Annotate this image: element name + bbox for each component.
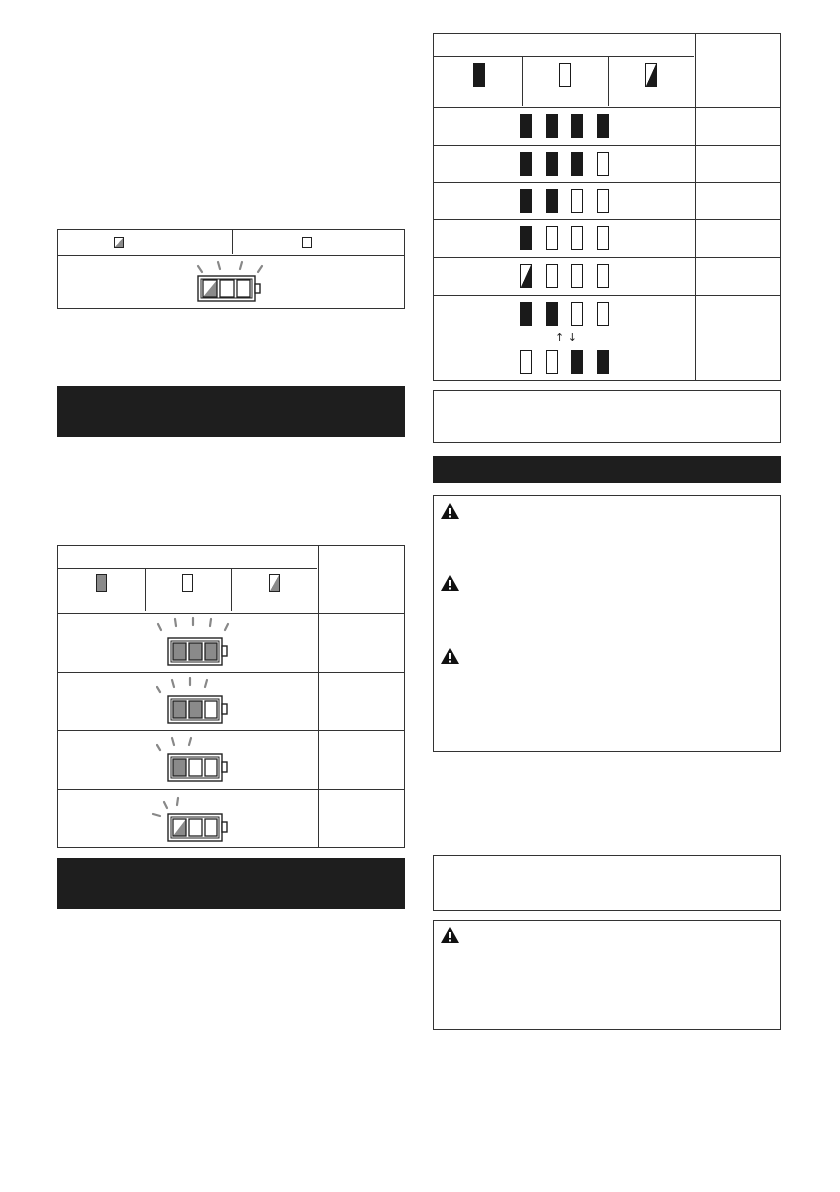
lamp <box>520 264 532 288</box>
header-off-lamp-icon <box>182 574 193 592</box>
capacity-table-right <box>433 33 781 381</box>
battery-indicator-icon <box>156 734 234 786</box>
warning-triangle-icon <box>440 574 460 592</box>
section-banner <box>433 456 781 483</box>
header-half-lamp-icon <box>269 574 280 592</box>
lamp <box>546 264 558 288</box>
lamp <box>571 189 583 213</box>
lamp <box>546 350 558 374</box>
header-on-lamp-icon <box>473 63 485 87</box>
battery-indicator-icon <box>188 260 278 306</box>
lamp <box>571 152 583 176</box>
lamp <box>571 226 583 250</box>
lamp <box>597 114 609 138</box>
note-box <box>433 390 781 443</box>
battery-indicator-icon <box>156 676 234 728</box>
lamp <box>520 189 532 213</box>
lamp <box>520 114 532 138</box>
warning-triangle-icon <box>440 926 460 944</box>
lamp <box>546 189 558 213</box>
lamp <box>597 302 609 326</box>
legend-half-lamp-icon <box>114 237 124 248</box>
header-off-lamp-icon <box>559 63 571 87</box>
lamp <box>520 302 532 326</box>
warning-box <box>433 495 781 752</box>
section-banner <box>57 386 405 437</box>
lamp <box>546 226 558 250</box>
legend-table <box>57 229 405 309</box>
section-banner <box>57 858 405 909</box>
lamp <box>597 350 609 374</box>
lamp <box>571 264 583 288</box>
lamp <box>597 189 609 213</box>
lamp <box>597 264 609 288</box>
lamp <box>546 152 558 176</box>
legend-off-lamp-icon <box>302 237 312 248</box>
capacity-table-left <box>57 545 405 848</box>
warning-box <box>433 920 781 1030</box>
header-gray-lamp-icon <box>96 574 107 592</box>
lamp <box>546 302 558 326</box>
note-box <box>433 855 781 911</box>
lamp <box>546 114 558 138</box>
lamp <box>520 152 532 176</box>
lamp <box>571 350 583 374</box>
lamp <box>597 152 609 176</box>
header-half-lamp-icon <box>645 63 657 87</box>
warning-triangle-icon <box>440 647 460 665</box>
lamp <box>520 350 532 374</box>
lamp <box>571 114 583 138</box>
lamp <box>597 226 609 250</box>
warning-triangle-icon <box>440 502 460 520</box>
battery-indicator-icon <box>156 616 234 670</box>
alternating-arrows: ↑ ↓ <box>555 331 577 344</box>
lamp <box>571 302 583 326</box>
battery-indicator-icon <box>150 794 234 846</box>
lamp <box>520 226 532 250</box>
